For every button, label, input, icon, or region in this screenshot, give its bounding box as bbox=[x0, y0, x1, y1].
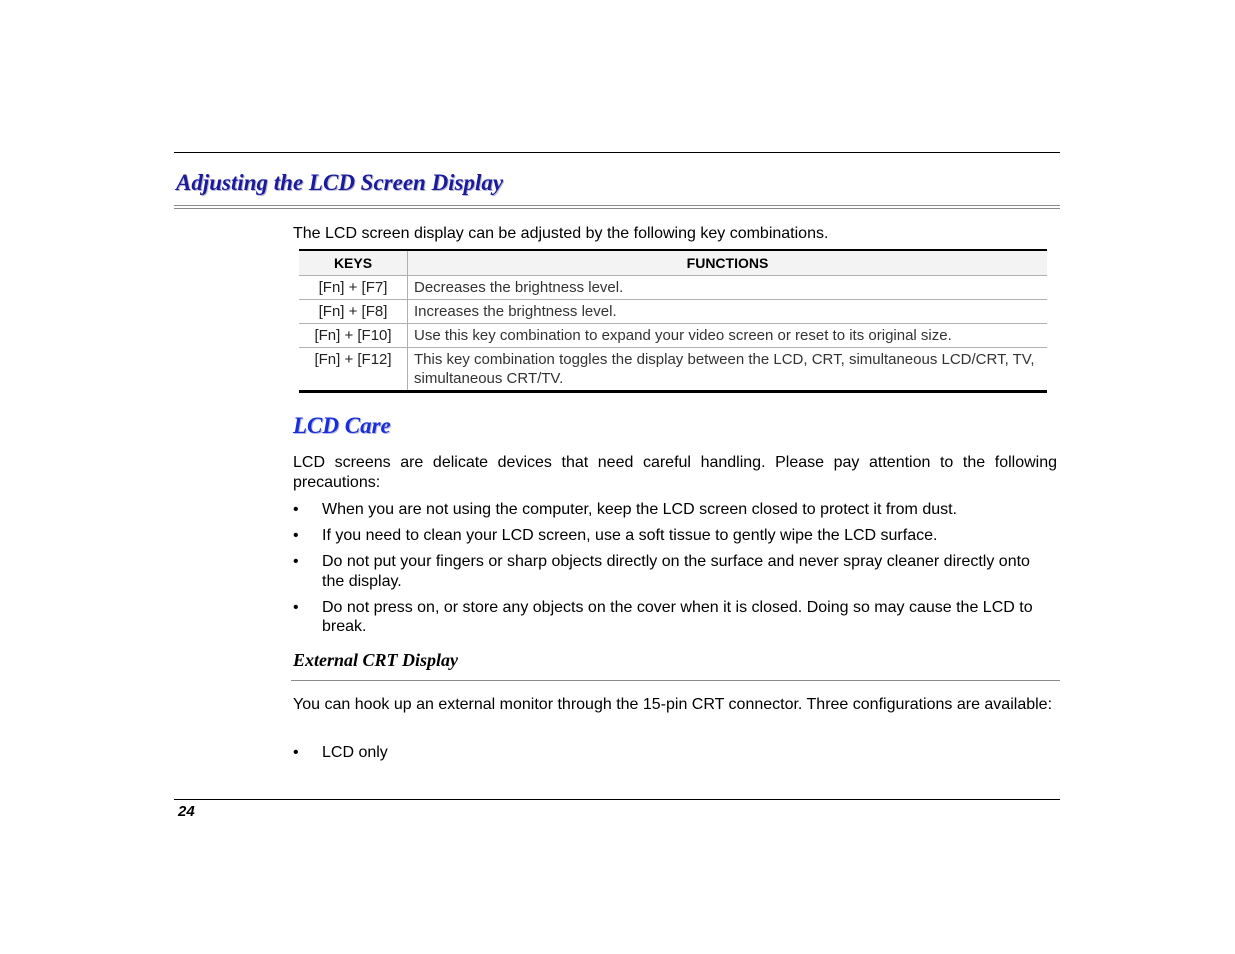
list-item bbox=[293, 526, 1038, 546]
key-cell: [Fn] + [F8] bbox=[299, 300, 408, 324]
bullet-icon: • bbox=[293, 553, 299, 570]
section-heading: Adjusting the LCD Screen Display bbox=[176, 170, 504, 195]
heading-double-rule bbox=[174, 205, 1060, 209]
table-row bbox=[299, 348, 1047, 392]
function-cell: Decreases the brightness level. bbox=[408, 276, 1048, 300]
list-item bbox=[293, 552, 1038, 591]
lcd-care-heading: LCD Care bbox=[293, 413, 391, 438]
table-row bbox=[299, 300, 1047, 324]
external-crt-intro: You can hook up an external monitor through the 15-pin CRT connector. Three configurations are available: bbox=[293, 696, 1053, 713]
page-number: 24 bbox=[178, 803, 195, 820]
list-item-text: Do not put your fingers or sharp objects directly on the surface and never spray cleaner directly onto the display. bbox=[322, 553, 1030, 590]
table-header-row bbox=[299, 250, 1047, 276]
keys-column-header: KEYS bbox=[299, 250, 408, 276]
list-item bbox=[293, 500, 1038, 520]
table-row bbox=[299, 324, 1047, 348]
bullet-icon: • bbox=[293, 744, 299, 761]
lcd-care-intro: LCD screens are delicate devices that need careful handling. Please pay attention to the following precautions: bbox=[293, 454, 1057, 491]
functions-column-header: FUNCTIONS bbox=[408, 250, 1048, 276]
lcd-care-list bbox=[293, 500, 1038, 637]
key-cell: [Fn] + [F12] bbox=[299, 348, 408, 392]
bullet-icon: • bbox=[293, 527, 299, 544]
list-item bbox=[293, 598, 1038, 637]
key-cell: [Fn] + [F10] bbox=[299, 324, 408, 348]
key-cell: [Fn] + [F7] bbox=[299, 276, 408, 300]
top-rule bbox=[174, 152, 1060, 153]
bullet-icon: • bbox=[293, 501, 299, 518]
external-crt-heading: External CRT Display bbox=[293, 650, 459, 670]
subheading-rule bbox=[291, 680, 1060, 681]
function-cell: Increases the brightness level. bbox=[408, 300, 1048, 324]
key-combination-table bbox=[299, 249, 1047, 393]
list-item-text: When you are not using the computer, keep the LCD screen closed to protect it from dust. bbox=[322, 501, 957, 518]
list-item bbox=[293, 743, 1038, 763]
external-crt-list bbox=[293, 743, 1038, 763]
bullet-icon: • bbox=[293, 598, 299, 616]
list-item-text: LCD only bbox=[322, 744, 388, 761]
function-cell: Use this key combination to expand your video screen or reset to its original size. bbox=[408, 324, 1048, 348]
footer-rule bbox=[174, 799, 1060, 800]
function-cell: This key combination toggles the display between the LCD, CRT, simultaneous LCD/CRT, TV, simultaneous CRT/TV. bbox=[408, 348, 1048, 392]
table-row bbox=[299, 276, 1047, 300]
list-item-text: Do not press on, or store any objects on the cover when it is closed. Doing so may cause the LCD to break. bbox=[322, 598, 1033, 635]
intro-text: The LCD screen display can be adjusted by the following key combinations. bbox=[293, 225, 829, 242]
list-item-text: If you need to clean your LCD screen, use a soft tissue to gently wipe the LCD surface. bbox=[322, 527, 938, 544]
